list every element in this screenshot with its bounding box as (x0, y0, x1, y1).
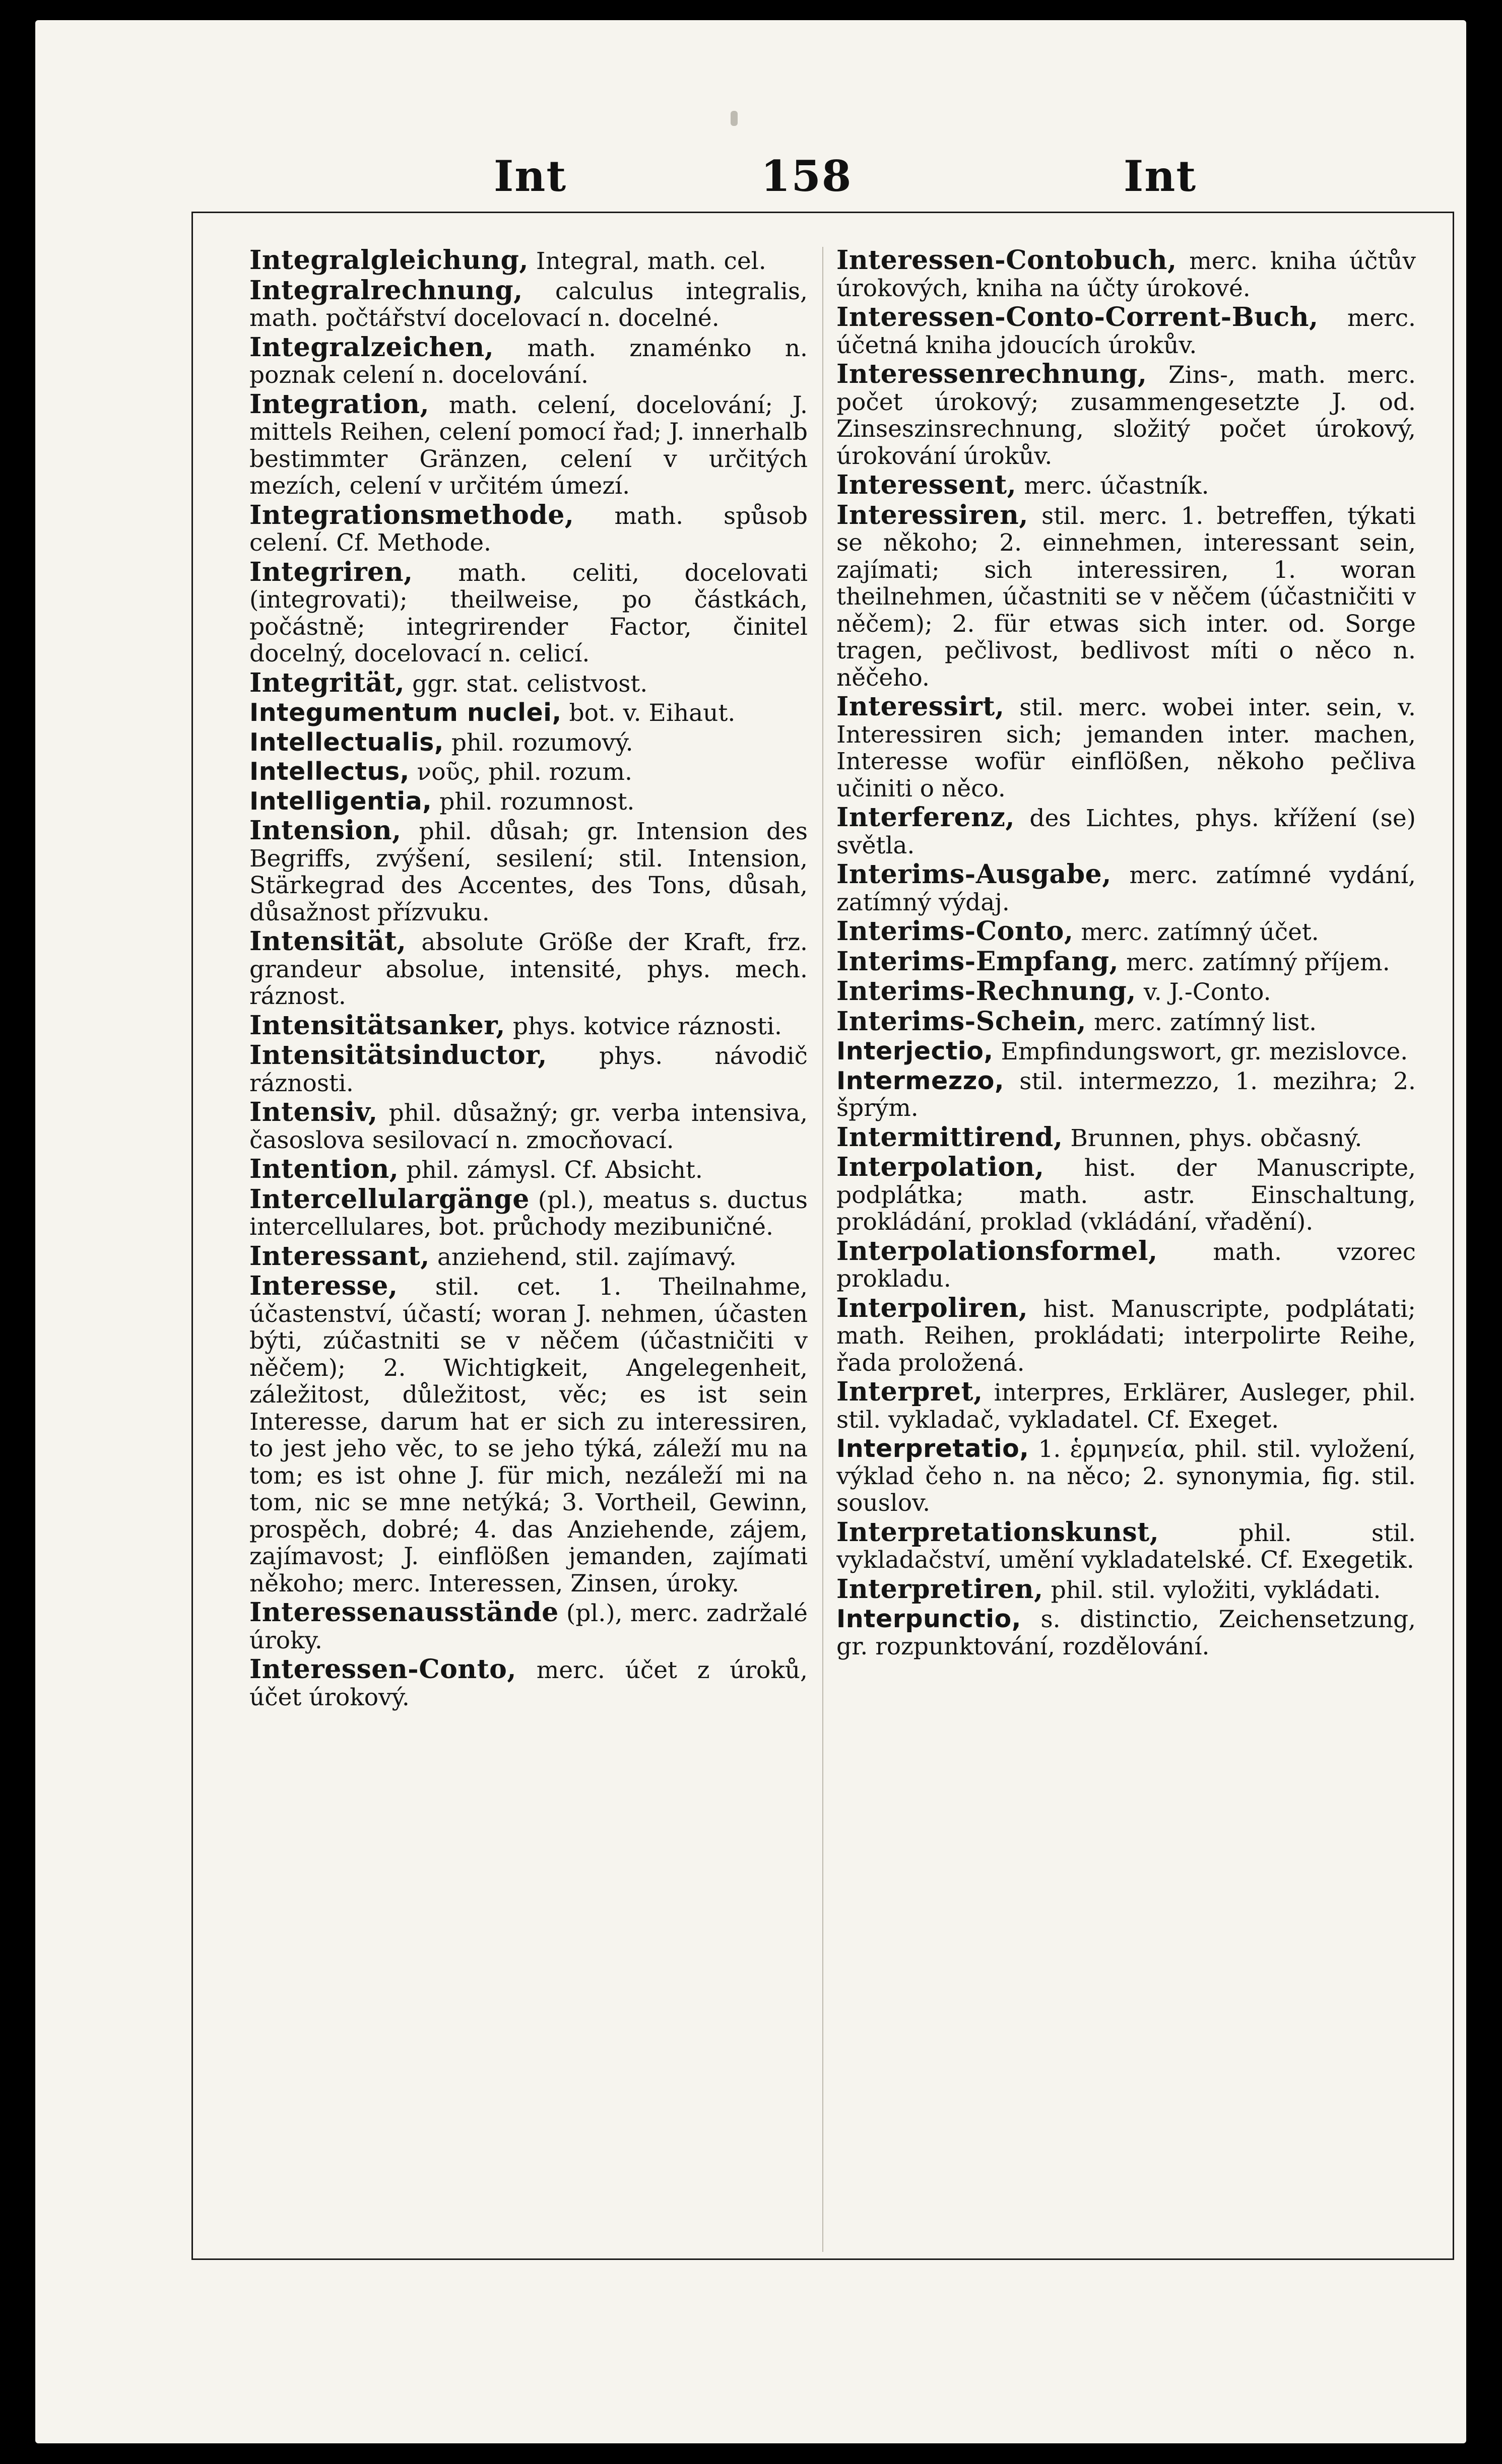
dictionary-entry (836, 1068, 1416, 1122)
entry-definition: merc. zatímné vydání, zatímný výdaj. (836, 861, 1416, 916)
dictionary-entry (249, 556, 808, 668)
entry-headword: Interims-Empfang, (836, 946, 1119, 977)
entry-headword: Interpretatio, (836, 1434, 1029, 1463)
entry-definition: merc. zatímný příjem. (1119, 948, 1390, 976)
entry-headword: Interpolation, (836, 1152, 1044, 1182)
entry-definition: math. celení, docelování; J. mittels Reihen, celení pomocí řad; J. innerhalb bestimmter Gränzen, celení v určitých mezích, celení v určitém úmezí. (249, 391, 808, 500)
entry-headword: Interessen-Contobuch, (836, 247, 1177, 276)
entry-headword: Intensiv, (249, 1097, 378, 1127)
entry-headword: Interessenausstände (249, 1597, 559, 1628)
dictionary-entry (249, 729, 808, 757)
left-column (249, 247, 808, 2252)
dictionary-entry (836, 1292, 1416, 1377)
entry-headword: Interims-Ausgabe, (836, 859, 1112, 890)
dictionary-entry (836, 918, 1416, 946)
entry-headword: Integralrechnung, (249, 275, 523, 306)
entry-definition: (pl.), meatus s. ductus intercellulares, bot. průchody mezibuničné. (249, 1186, 808, 1241)
dictionary-entry (249, 1042, 808, 1097)
dictionary-entry (836, 1573, 1416, 1605)
dictionary-entry (836, 1235, 1416, 1293)
entry-definition: phil. zámysl. Cf. Absicht. (399, 1156, 703, 1184)
entry-definition: merc. účastník. (1016, 472, 1209, 500)
entry-headword: Interpolationsformel, (836, 1235, 1158, 1267)
dictionary-entry (836, 304, 1416, 359)
entry-definition: merc. kniha účtův úrokových, kniha na účty úrokové. (836, 247, 1416, 302)
entry-headword: Intellectualis, (249, 727, 444, 757)
dictionary-entry (836, 1606, 1416, 1660)
dictionary-entry (249, 331, 808, 389)
entry-headword: Integrität, (249, 667, 405, 698)
right-column (836, 247, 1416, 2252)
entry-headword: Integriren, (249, 556, 413, 587)
entry-definition: absolute Größe der Kraft, frz. grandeur absolue, intensité, phys. mech. ráznost. (249, 928, 808, 1010)
dictionary-entry (249, 1099, 808, 1154)
dictionary-entry (249, 388, 808, 500)
entry-headword: Intensitätsinductor, (249, 1040, 547, 1071)
entry-definition: math. vzorec prokladu. (836, 1238, 1416, 1293)
entry-headword: Integumentum nuclei, (249, 698, 562, 727)
entry-headword: Intention, (249, 1154, 399, 1184)
entry-headword: Intension, (249, 815, 402, 846)
entry-headword: Intercellulargänge (249, 1183, 530, 1215)
dictionary-entry (836, 361, 1416, 470)
entry-headword: Interims-Schein, (836, 1006, 1087, 1037)
dictionary-entry (836, 804, 1416, 859)
entry-headword: Interims-Conto, (836, 916, 1074, 947)
entry-headword: Interferenz, (836, 802, 1015, 833)
entry-headword: Interpoliren, (836, 1292, 1028, 1323)
dictionary-entry (836, 1435, 1416, 1517)
entry-definition: phys. kotvice ráznosti. (505, 1012, 782, 1040)
dictionary-entry (836, 693, 1416, 802)
entry-headword: Interpret, (836, 1376, 983, 1407)
dictionary-entry (836, 499, 1416, 692)
entry-definition: merc. zatímný účet. (1073, 918, 1319, 946)
entry-headword: Interessiren, (836, 499, 1028, 530)
dictionary-entry (249, 758, 808, 786)
entry-definition: math. celiti, docelovati (integrovati); theilweise, po částkách, počástně; integrirender Factor, činitel docelný, docelovací n. celicí. (249, 559, 808, 668)
entry-definition: merc. účetná kniha jdoucích úrokův. (836, 304, 1416, 359)
dictionary-entry (249, 1012, 808, 1040)
entry-headword: Interesse, (249, 1271, 398, 1301)
dictionary-entry (836, 861, 1416, 916)
entry-definition: merc. účet z úroků, účet úrokový. (249, 1656, 808, 1711)
dictionary-entry (836, 1008, 1416, 1036)
dictionary-entry (249, 1240, 808, 1272)
entry-headword: Interims-Rechnung, (836, 976, 1136, 1007)
dictionary-entry (249, 788, 808, 816)
dictionary-entry (249, 1183, 808, 1241)
dictionary-entry (249, 277, 808, 332)
dictionary-entry (836, 247, 1416, 302)
dictionary-entry (249, 928, 808, 1010)
dictionary-entry (249, 1156, 808, 1184)
dictionary-entry (836, 1038, 1416, 1065)
entry-definition: math. znaménko n. poznak celení n. docelování. (249, 334, 808, 389)
entry-definition: stil. intermezzo, 1. mezihra; 2. šprým. (836, 1067, 1416, 1122)
entry-definition: νοῦς, phil. rozum. (409, 758, 632, 786)
running-head-left: Int (494, 151, 567, 201)
entry-headword: Interessent, (836, 470, 1017, 500)
entry-definition: phil. stil. vyložiti, vykládati. (1043, 1576, 1381, 1604)
entry-definition: phil. stil. vykladačství, umění vykladatelské. Cf. Exegetik. (836, 1519, 1416, 1574)
entry-definition: phil. rozumnost. (432, 787, 635, 816)
dictionary-entry (836, 1516, 1416, 1574)
entry-definition: hist. Manuscripte, podplátati; math. Reihen, prokládati; interpolirte Reihe, řada proložená. (836, 1295, 1416, 1377)
entry-headword: Interessenrechnung, (836, 359, 1147, 389)
running-head-right: Int (1124, 151, 1197, 201)
entry-definition: s. distinctio, Zeichensetzung, gr. rozpunktování, rozdělování. (836, 1606, 1416, 1660)
dictionary-entry (249, 667, 808, 698)
entry-headword: Intensitätsanker, (249, 1010, 505, 1041)
dictionary-entry (249, 247, 808, 275)
entry-headword: Intermittirend, (836, 1121, 1063, 1153)
entry-headword: Interessant, (249, 1240, 430, 1272)
dictionary-entry (836, 1121, 1416, 1153)
entry-definition: merc. zatímný list. (1086, 1008, 1317, 1036)
entry-headword: Intelligentia, (249, 786, 432, 816)
entry-headword: Interessen-Conto-Corrent-Buch, (836, 302, 1319, 332)
dictionary-entry (249, 499, 808, 557)
entry-definition: stil. cet. 1. Theilnahme, účastenství, účastí; woran J. nehmen, účasten býti, zúčastniti se v něčem (účastničiti v něčem); 2. Wichtigkeit, Angelegenheit, záležitost, důležitost, věc; es ist sein Interesse, darum hat er sich zu interessiren, to jest jeho věc, to se jeho týká, záleží mu na tom; es ist ohne J. für mich, nezáleží mi na tom, nic se mne netýká; 3. Vortheil, Gewinn, prospěch, dobré; 4. das Anziehende, zájem, zajímavost; J. einflößen jemanden, zajímati někoho; merc. Interessen, Zinsen, úroky. (249, 1273, 808, 1597)
entry-headword: Integralzeichen, (249, 331, 494, 363)
entry-definition: 1. ἑρμηνεία, phil. stil. vyložení, výklad čeho n. na něco; 2. synonymia, fig. stil. souslov. (836, 1435, 1416, 1517)
dictionary-entry (836, 978, 1416, 1006)
entry-headword: Interpretiren, (836, 1573, 1043, 1605)
column-divider (822, 247, 823, 2252)
entry-definition: phil. důsah; gr. Intension des Begriffs, zvýšení, sesilení; stil. Intension, Stärkegrad des Accentes, des Tons, důsah, důsažnost přízvuku. (249, 818, 808, 926)
dictionary-entry (836, 472, 1416, 500)
entry-definition: stil. merc. wobei inter. sein, v. Interessiren sich; jemanden inter. machen, Interesse wofür einflößen, někoho pečliva učiniti o něco. (836, 694, 1416, 803)
entry-headword: Interpunctio, (836, 1605, 1021, 1633)
paper-smudge (731, 111, 738, 126)
entry-definition: Integral, math. cel. (528, 247, 766, 275)
entry-definition: anziehend, stil. zajímavý. (429, 1243, 737, 1271)
entry-definition: phil. důsažný; gr. verba intensiva, časoslova sesilovací n. zmocňovací. (249, 1099, 808, 1154)
entry-definition: math. spůsob celení. Cf. Methode. (249, 502, 808, 557)
entry-definition: phys. návodič ráznosti. (249, 1042, 808, 1097)
entry-definition: ggr. stat. celistvost. (405, 670, 648, 698)
entry-headword: Interessen-Conto, (249, 1654, 516, 1685)
dictionary-entry (836, 1378, 1416, 1433)
entry-headword: Integrationsmethode, (249, 499, 574, 530)
dictionary-entry (249, 1599, 808, 1654)
entry-headword: Intermezzo, (836, 1066, 1005, 1095)
entry-headword: Integralgleichung, (249, 247, 529, 276)
dictionary-entry (249, 817, 808, 926)
entry-headword: Interjectio, (836, 1037, 994, 1065)
entry-definition: Brunnen, phys. občasný. (1063, 1124, 1362, 1152)
entry-definition: des Lichtes, phys. křížení (se) světla. (836, 805, 1416, 859)
entry-definition: v. J.-Conto. (1136, 978, 1271, 1006)
dictionary-entry (836, 1154, 1416, 1236)
entry-headword: Interpretationskunst, (836, 1516, 1159, 1548)
entry-definition: (pl.), merc. zadržalé úroky. (249, 1600, 808, 1654)
dictionary-entry (249, 1273, 808, 1597)
entry-definition: bot. v. Eihaut. (561, 699, 736, 727)
entry-definition: Zins-, math. merc. počet úrokový; zusammengesetzte J. od. Zinseszinsrechnung, složitý počet úrokový, úrokování úrokův. (836, 361, 1416, 470)
dictionary-entry (249, 1656, 808, 1711)
entry-definition: calculus integralis, math. počtářství docelovací n. docelné. (249, 277, 808, 332)
dictionary-entry (249, 699, 808, 727)
entry-headword: Intellectus, (249, 757, 410, 786)
dictionary-entry (836, 948, 1416, 976)
entry-definition: stil. merc. 1. betreffen, týkati se někoho; 2. einnehmen, interessant sein, zajímati; sich interessiren, 1. woran theilnehmen, účastniti se v něčem (účastničiti v něčem); 2. für etwas sich inter. od. Sorge tragen, pečlivost, bedlivost míti o něco n. něčeho. (836, 502, 1416, 692)
entry-definition: phil. rozumový. (443, 728, 633, 757)
entry-definition: Empfindungswort, gr. mezislovce. (993, 1038, 1408, 1065)
entry-definition: interpres, Erklärer, Ausleger, phil. stil. vykladač, vykladatel. Cf. Exeget. (836, 1379, 1416, 1434)
entry-definition: hist. der Manuscripte, podplátka; math. astr. Einschaltung, prokládání, proklad (vkládání, vřadění). (836, 1154, 1416, 1236)
page-number: 158 (761, 151, 853, 201)
entry-headword: Intensität, (249, 926, 407, 957)
entry-headword: Interessirt, (836, 691, 1005, 722)
entry-headword: Integration, (249, 388, 430, 420)
